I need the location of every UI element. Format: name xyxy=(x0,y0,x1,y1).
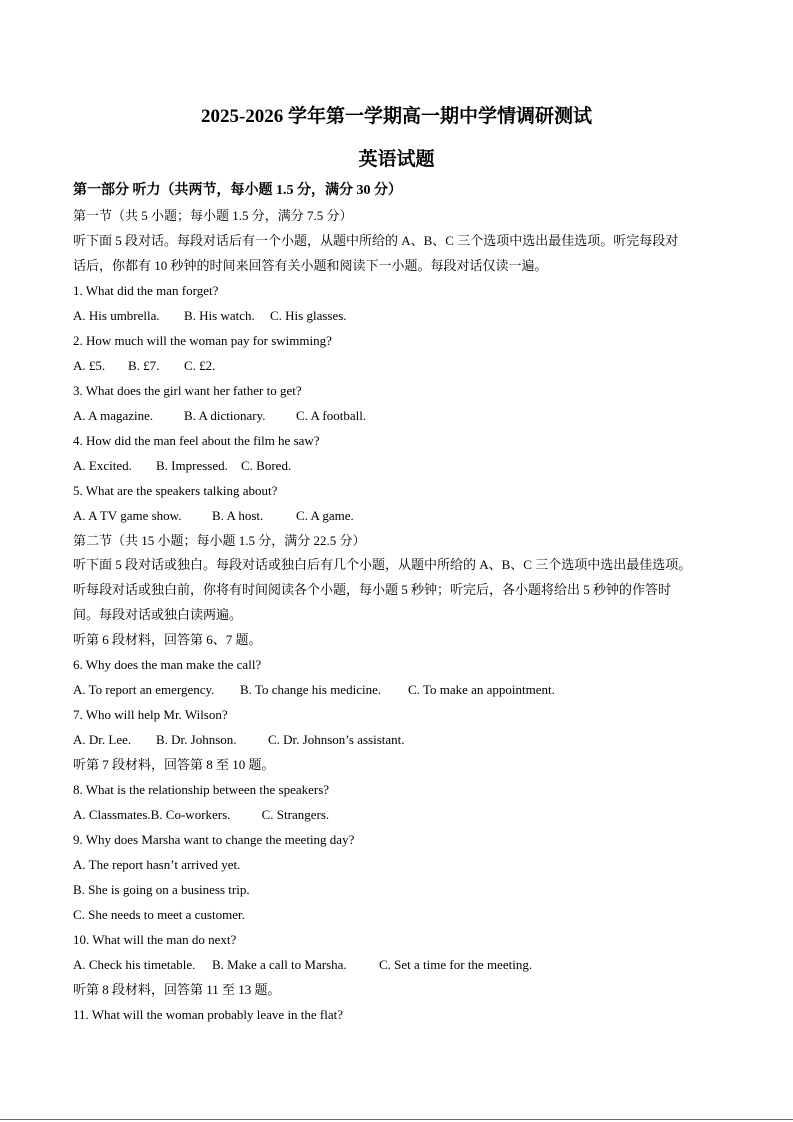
section1-heading: 第一节（共 5 小题；每小题 1.5 分，满分 7.5 分） xyxy=(73,208,353,223)
option-c: C. Dr. Johnson’s assistant. xyxy=(268,732,405,747)
question-9-option-c: C. She needs to meet a customer. xyxy=(73,907,245,922)
option-a: A. £5. xyxy=(73,358,106,373)
question-6-options xyxy=(73,682,555,698)
question-7-options xyxy=(73,732,405,748)
option-a: A. His umbrella. xyxy=(73,308,160,323)
section2-instructions-line-2: 听每段对话或独白前，你将有时间阅读各个小题，每小题 5 秒钟；听完后，各小题将给出 5 秒钟的作答时 xyxy=(73,582,672,597)
option-a: A. A TV game show. xyxy=(73,508,182,523)
question-3-options xyxy=(73,408,366,424)
question-1-stem: 1. What did the man forget? xyxy=(73,283,219,298)
option-b: B. Dr. Johnson. xyxy=(156,732,237,747)
question-9-stem: 9. Why does Marsha want to change the meeting day? xyxy=(73,832,355,847)
question-8-options xyxy=(73,807,329,823)
option-b: B. A dictionary. xyxy=(184,408,266,423)
option-b: B. £7. xyxy=(128,358,160,373)
question-9-option-b: B. She is going on a business trip. xyxy=(73,882,250,897)
option-c: C. His glasses. xyxy=(270,308,347,323)
question-7-stem: 7. Who will help Mr. Wilson? xyxy=(73,707,228,722)
option-c: C. £2. xyxy=(184,358,216,373)
section2-instructions-line-3: 间。每段对话或独白读两遍。 xyxy=(73,607,243,622)
material-7-note: 听第 7 段材料，回答第 8 至 10 题。 xyxy=(73,757,275,772)
option-b: B. Make a call to Marsha. xyxy=(212,957,347,972)
section2-heading: 第二节（共 15 小题；每小题 1.5 分，满分 22.5 分） xyxy=(73,533,366,548)
question-5-stem: 5. What are the speakers talking about? xyxy=(73,483,278,498)
section2-instructions-line-1: 听下面 5 段对话或独白。每段对话或独白后有几个小题，从题中所给的 A、B、C 三个选项中选出最佳选项。 xyxy=(73,557,692,572)
question-9-option-a: A. The report hasn’t arrived yet. xyxy=(73,857,241,872)
material-6-note: 听第 6 段材料，回答第 6、7 题。 xyxy=(73,632,262,647)
question-2-stem: 2. How much will the woman pay for swimming? xyxy=(73,333,332,348)
option-a: A. Dr. Lee. xyxy=(73,732,132,747)
part1-heading: 第一部分 听力（共两节，每小题 1.5 分，满分 30 分） xyxy=(73,183,402,198)
option-b: B. His watch. xyxy=(184,308,255,323)
question-10-stem: 10. What will the man do next? xyxy=(73,932,237,947)
question-4-stem: 4. How did the man feel about the film he saw? xyxy=(73,433,320,448)
question-11-stem: 11. What will the woman probably leave in the flat? xyxy=(73,1007,344,1022)
option-c: C. Strangers. xyxy=(261,807,330,822)
question-5-options xyxy=(73,508,354,524)
option-a: A. A magazine. xyxy=(73,408,154,423)
section1-instructions-line-2: 话后，你都有 10 秒钟的时间来回答有关小题和阅读下一小题。每段对话仅读一遍。 xyxy=(73,258,548,273)
section1-instructions-line-1: 听下面 5 段对话。每段对话后有一个小题，从题中所给的 A、B、C 三个选项中选出最佳选项。听完每段对 xyxy=(73,233,679,248)
option-a: A. To report an emergency. xyxy=(73,682,215,697)
option-a: A. Classmates. xyxy=(73,807,151,822)
page-bottom-rule xyxy=(0,1119,793,1120)
question-2-options xyxy=(73,358,215,374)
question-8-stem: 8. What is the relationship between the speakers? xyxy=(73,782,330,797)
option-c: C. A game. xyxy=(296,508,354,523)
exam-title: 2025-2026 学年第一学期高一期中学情调研测试 xyxy=(200,106,593,127)
option-b: B. To change his medicine. xyxy=(240,682,382,697)
material-8-note: 听第 8 段材料，回答第 11 至 13 题。 xyxy=(73,982,281,997)
option-c: C. A football. xyxy=(296,408,367,423)
question-3-stem: 3. What does the girl want her father to get? xyxy=(73,383,302,398)
option-a: A. Check his timetable. xyxy=(73,957,196,972)
option-b: B. A host. xyxy=(212,508,264,523)
exam-subtitle: 英语试题 xyxy=(358,149,435,170)
option-b: B. Co-workers. xyxy=(150,807,231,822)
question-10-options xyxy=(73,957,532,973)
option-b: B. Impressed. xyxy=(156,458,228,473)
question-6-stem: 6. Why does the man make the call? xyxy=(73,657,262,672)
option-c: C. To make an appointment. xyxy=(408,682,555,697)
option-c: C. Bored. xyxy=(241,458,292,473)
option-c: C. Set a time for the meeting. xyxy=(379,957,533,972)
question-1-options xyxy=(73,308,347,324)
question-4-options xyxy=(73,458,291,474)
option-a: A. Excited. xyxy=(73,458,132,473)
